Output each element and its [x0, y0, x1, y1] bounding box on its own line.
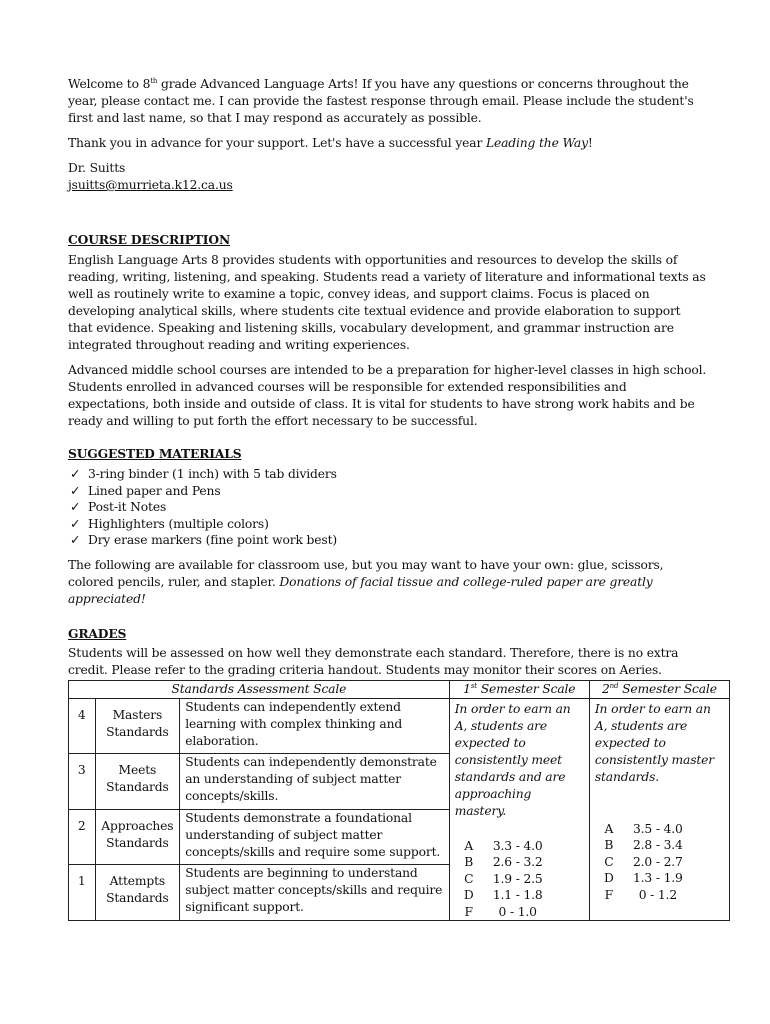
level-number: 3	[69, 754, 96, 810]
scale-row: F 0 - 1.2	[604, 887, 677, 902]
table-header-row	[69, 680, 730, 698]
scale-row: D 1.3 - 1.9	[603, 871, 683, 885]
standards-table	[68, 680, 730, 922]
list-item: ✓ 3-ring binder (1 inch) with 5 tab dividers	[70, 467, 337, 481]
scale-row: D 1.1 - 1.8	[463, 888, 543, 902]
level-description: Students demonstrate a foundational understanding of subject matter concepts/skills and require some support.	[180, 809, 450, 865]
semester-1-header: 1st Semester Scale	[449, 680, 589, 698]
scale-row: B 2.8 - 3.4	[604, 838, 683, 852]
level-description: Students are beginning to understand subject matter concepts/skills and require significant support.	[180, 865, 450, 921]
welcome-paragraph: Welcome to 8th grade Advanced Language Arts! If you have any questions or concerns throughout the year, please contact me. I can provide the fastest response through email. Please include the student's first and last name, so that I may respond as accurately as possible.	[68, 77, 694, 125]
check-icon: ✓	[70, 533, 81, 547]
check-icon: ✓	[70, 483, 81, 498]
semester-2-text: In order to earn an A, students are expected to consistently master standards.	[594, 701, 715, 784]
document-page	[68, 76, 717, 921]
level-description: Students can independently extend learning with complex thinking and elaboration.	[180, 698, 450, 754]
list-item: ✓ Dry erase markers (fine point work best)	[70, 533, 338, 547]
grades-heading: GRADES	[68, 625, 127, 641]
list-item: ✓ Lined paper and Pens	[70, 483, 221, 498]
scale-row: F 0 - 1.0	[464, 904, 537, 919]
level-description: Students can independently demonstrate an understanding of subject matter concepts/skills.	[180, 754, 450, 810]
scale-row: B 2.6 - 3.2	[464, 855, 543, 869]
thanks-paragraph: Thank you in advance for your support. Let's have a successful year Leading the Way!	[68, 136, 593, 150]
list-item: ✓ Post-it Notes	[70, 500, 167, 514]
semester-1-text: In order to earn an A, students are expected to consistently meet standards and are approaching mastery.	[454, 701, 571, 818]
materials-note: The following are available for classroom use, but you may want to have your own: glue, scissors, colored pencils, ruler, and stapler. Donations of facial tissue and college-ruled paper are greatly appreciated!	[68, 557, 664, 606]
check-icon: ✓	[70, 467, 81, 481]
signature-name: Dr. Suitts	[68, 161, 126, 175]
scale-row: A 3.5 - 4.0	[604, 821, 683, 836]
semester-2-header: 2nd Semester Scale	[589, 680, 729, 698]
level-label: Masters Standards	[95, 698, 180, 754]
semester-1-scale	[455, 838, 585, 921]
semester-2-cell	[589, 698, 729, 921]
course-description-p2: Advanced middle school courses are intended to be a preparation for higher-level classes in high school. Students enrolled in advanced courses will be responsible for extended responsibilities and expectations, both inside and outside of class. It is vital for students to have strong work habits and be ready and willing to put forth the effort necessary to be successful.	[68, 363, 707, 428]
level-label: Attempts Standards	[95, 865, 180, 921]
grades-paragraph: Students will be assessed on how well they demonstrate each standard. Therefore, there is no extra credit. Please refer to the grading criteria handout. Students may monitor their scores on Aeries.	[68, 645, 679, 677]
materials-list	[68, 466, 708, 549]
scale-row: C 1.9 - 2.5	[464, 871, 543, 886]
scale-row: A 3.3 - 4.0	[464, 838, 543, 853]
level-number: 2	[69, 809, 96, 865]
check-icon: ✓	[70, 500, 81, 514]
email-link[interactable]: jsuitts@murrieta.k12.ca.us	[68, 178, 233, 192]
course-description-p1: English Language Arts 8 provides students with opportunities and resources to develop the skills of reading, writing, listening, and speaking. Students read a variety of literature and informational texts as well as routinely write to examine a topic, convey ideas, and support claims. Focus is placed on developing analytical skills, where students cite textual evidence and provide elaboration to support that evidence. Speaking and listening skills, vocabulary development, and grammar instruction are integrated throughout reading and writing experiences.	[68, 253, 706, 352]
course-description-heading: COURSE DESCRIPTION	[68, 232, 231, 247]
semester-2-scale	[595, 821, 725, 904]
level-number: 1	[69, 865, 96, 921]
level-number: 4	[69, 698, 96, 754]
materials-heading: SUGGESTED MATERIALS	[68, 446, 242, 461]
standards-scale-header: Standards Assessment Scale	[69, 680, 450, 698]
scale-row: C 2.0 - 2.7	[604, 854, 683, 869]
level-label: Meets Standards	[95, 754, 180, 810]
semester-1-cell	[449, 698, 589, 921]
level-label: Approaches Standards	[95, 809, 180, 865]
check-icon: ✓	[70, 516, 81, 531]
list-item: ✓ Highlighters (multiple colors)	[70, 516, 269, 531]
table-row	[69, 698, 730, 754]
